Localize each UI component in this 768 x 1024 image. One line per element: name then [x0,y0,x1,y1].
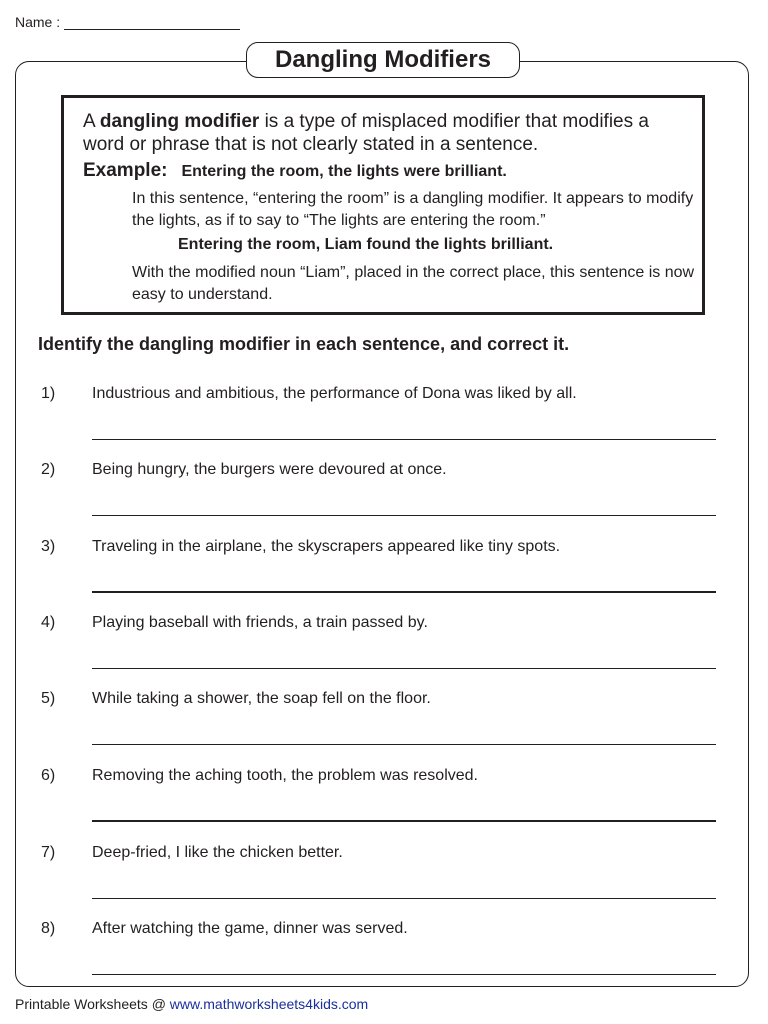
question-text: Industrious and ambitious, the performance of Dona was liked by all. [92,385,577,402]
question-item [0,385,768,445]
question-item [0,920,768,980]
question-item [0,690,768,750]
question-number: 5) [41,690,56,707]
answer-line[interactable] [92,820,716,822]
example-label: Example: [83,160,168,181]
name-label: Name : [15,14,61,30]
question-item [0,844,768,904]
question-number: 6) [41,767,56,784]
question-number: 3) [41,538,56,555]
question-item [0,614,768,674]
question-text: Playing baseball with friends, a train passed by. [92,614,428,631]
corrected-sentence: Entering the room, Liam found the lights brilliant. [178,236,554,253]
name-blank-line[interactable] [64,11,240,30]
answer-line[interactable] [92,744,716,745]
answer-line[interactable] [92,591,716,593]
answer-line[interactable] [92,668,716,669]
question-text: While taking a shower, the soap fell on the floor. [92,690,431,707]
definition-text [83,110,693,156]
example-sentence: Entering the room, the lights were brilliant. [181,163,507,180]
question-text: Traveling in the airplane, the skyscrapers appeared like tiny spots. [92,538,561,555]
answer-line[interactable] [92,898,716,899]
name-field-row [15,11,240,30]
corrected-explanation: With the modified noun “Liam”, placed in the correct place, this sentence is now easy to understand. [132,264,695,303]
question-item [0,767,768,827]
question-number: 7) [41,844,56,861]
question-item [0,461,768,521]
example-row [83,160,507,182]
question-number: 2) [41,461,56,478]
answer-line[interactable] [92,439,716,440]
question-number: 8) [41,920,56,937]
footer-link[interactable]: www.mathworksheets4kids.com [169,996,369,1012]
answer-line[interactable] [92,974,716,975]
question-text: Being hungry, the burgers were devoured at once. [92,461,447,478]
definition-rest: is a type of misplaced modifier that modifies a word or phrase that is not clearly stated in a sentence. [83,111,649,155]
question-text: After watching the game, dinner was served. [92,920,408,937]
question-number: 1) [41,385,56,402]
instruction-text: Identify the dangling modifier in each sentence, and correct it. [38,334,570,354]
question-number: 4) [41,614,56,631]
page-title: Dangling Modifiers [246,42,520,78]
question-item [0,538,768,598]
footer [15,996,368,1012]
definition-intro: A [83,111,100,132]
example-explanation: In this sentence, “entering the room” is a dangling modifier. It appears to modify the lights, as if to say to “The lights are entering the room.” [132,190,694,229]
question-text: Deep-fried, I like the chicken better. [92,844,343,861]
answer-line[interactable] [92,515,716,516]
footer-prefix: Printable Worksheets @ [15,996,170,1012]
question-text: Removing the aching tooth, the problem was resolved. [92,767,478,784]
definition-term: dangling modifier [99,111,260,132]
